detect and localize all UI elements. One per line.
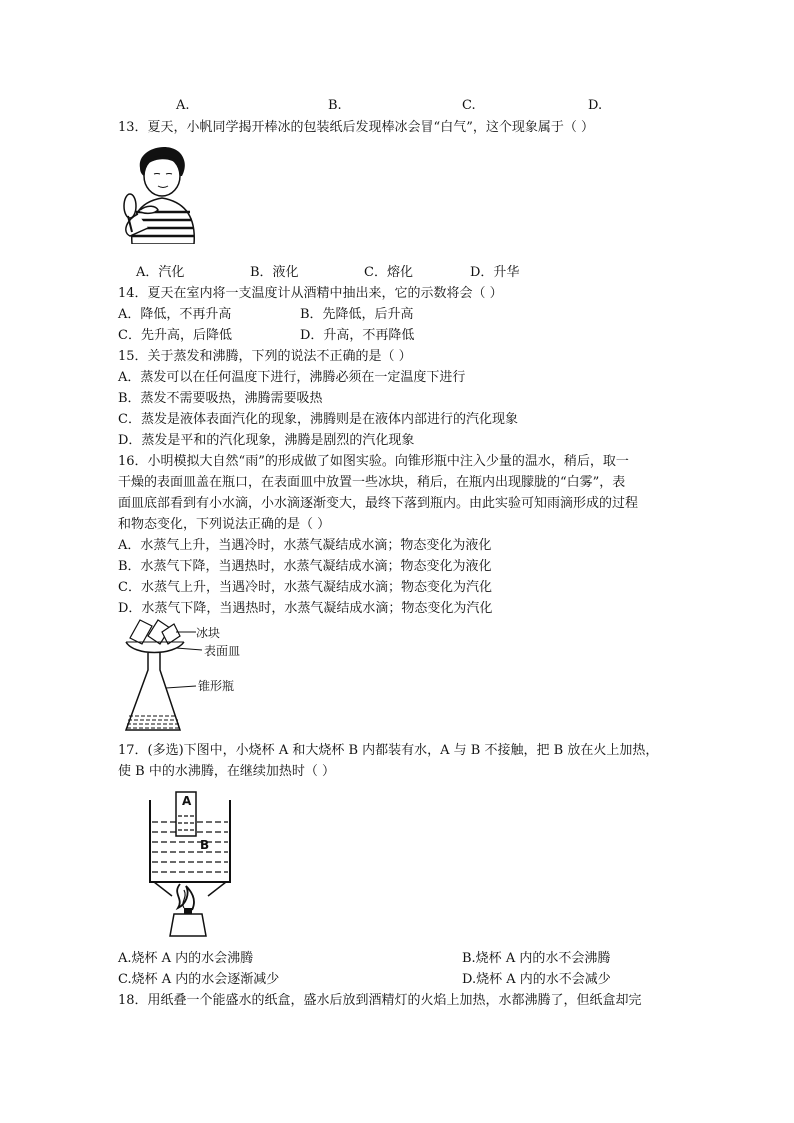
label-beaker-a: A xyxy=(182,794,192,808)
q14-option-c: C．先升高，后降低 xyxy=(118,328,232,343)
q16-option-d: D．水蒸气下降，当遇热时，水蒸气凝结成水滴；物态变化为汽化 xyxy=(118,601,493,616)
q14-option-b: B．先降低，后升高 xyxy=(300,307,414,322)
q14-stem: 14．夏天在室内将一支温度计从酒精中抽出来，它的示数将会（ ） xyxy=(118,286,503,301)
q16-option-c: C．水蒸气上升，当遇冷时，水蒸气凝结成水滴；物态变化为汽化 xyxy=(118,580,492,595)
q13-stem: 13．夏天，小帆同学揭开棒冰的包装纸后发现棒冰会冒“白气”，这个现象属于（ ） xyxy=(118,120,594,135)
q13-option-d: D．升华 xyxy=(470,265,520,280)
q15-option-c: C．蒸发是液体表面汽化的现象，沸腾则是在液体内部进行的汽化现象 xyxy=(118,412,518,427)
top-option-d: D. xyxy=(588,98,603,113)
q14-option-d: D．升高，不再降低 xyxy=(300,328,415,343)
q17-option-d: D.烧杯 A 内的水不会减少 xyxy=(462,972,611,987)
q17-stem-line-2: 使 B 中的水沸腾，在继续加热时（ ） xyxy=(118,764,335,779)
label-conical-flask: 锥形瓶 xyxy=(198,679,235,693)
q16-stem-line-4: 和物态变化，下列说法正确的是（ ） xyxy=(118,517,331,532)
boy-with-popsicle-figure xyxy=(118,140,208,244)
flask-experiment-figure xyxy=(122,618,262,736)
q15-stem: 15．关于蒸发和沸腾，下列的说法不正确的是（ ） xyxy=(118,349,412,364)
q16-stem-line-2: 干燥的表面皿盖在瓶口，在表面皿中放置一些冰块，稍后，在瓶内出现朦胧的“白雾”，表 xyxy=(118,475,626,490)
q17-option-a: A.烧杯 A 内的水会沸腾 xyxy=(118,951,254,966)
q15-option-b: B．蒸发不需要吸热，沸腾需要吸热 xyxy=(118,391,323,406)
q17-stem-line-1: 17．(多选)下图中，小烧杯 A 和大烧杯 B 内都装有水，A 与 B 不接触，把 B 放在火上加热， xyxy=(118,743,659,758)
q16-option-b: B．水蒸气下降，当遇热时，水蒸气凝结成水滴；物态变化为液化 xyxy=(118,559,492,574)
q17-option-b: B.烧杯 A 内的水不会沸腾 xyxy=(462,951,611,966)
q16-option-a: A．水蒸气上升，当遇冷时，水蒸气凝结成水滴；物态变化为液化 xyxy=(118,538,492,553)
q13-option-a: A．汽化 xyxy=(136,265,185,280)
label-ice-block: 冰块 xyxy=(196,626,221,640)
label-beaker-b: B xyxy=(200,838,210,852)
q13-option-c: C．熔化 xyxy=(364,265,413,280)
label-watch-glass: 表面皿 xyxy=(204,644,241,658)
q13-option-b: B．液化 xyxy=(250,265,299,280)
beaker-boiling-figure xyxy=(140,790,240,940)
q18-stem: 18．用纸叠一个能盛水的纸盒，盛水后放到酒精灯的火焰上加热，水都沸腾了，但纸盒却完 xyxy=(118,993,642,1008)
q15-option-d: D．蒸发是平和的汽化现象，沸腾是剧烈的汽化现象 xyxy=(118,433,415,448)
top-option-a: A. xyxy=(176,98,190,113)
q15-option-a: A．蒸发可以在任何温度下进行，沸腾必须在一定温度下进行 xyxy=(118,370,466,385)
q17-option-c: C.烧杯 A 内的水会逐渐减少 xyxy=(118,972,280,987)
q16-stem-line-1: 16．小明模拟大自然“雨”的形成做了如图实验。向锥形瓶中注入少量的温水，稍后，取一 xyxy=(118,454,629,469)
top-option-b: B. xyxy=(328,98,342,113)
q14-option-a: A．降低，不再升高 xyxy=(118,307,232,322)
q16-stem-line-3: 面皿底部看到有小水滴，小水滴逐渐变大，最终下落到瓶内。由此实验可知雨滴形成的过程 xyxy=(118,496,639,511)
top-option-c: C. xyxy=(462,98,476,113)
